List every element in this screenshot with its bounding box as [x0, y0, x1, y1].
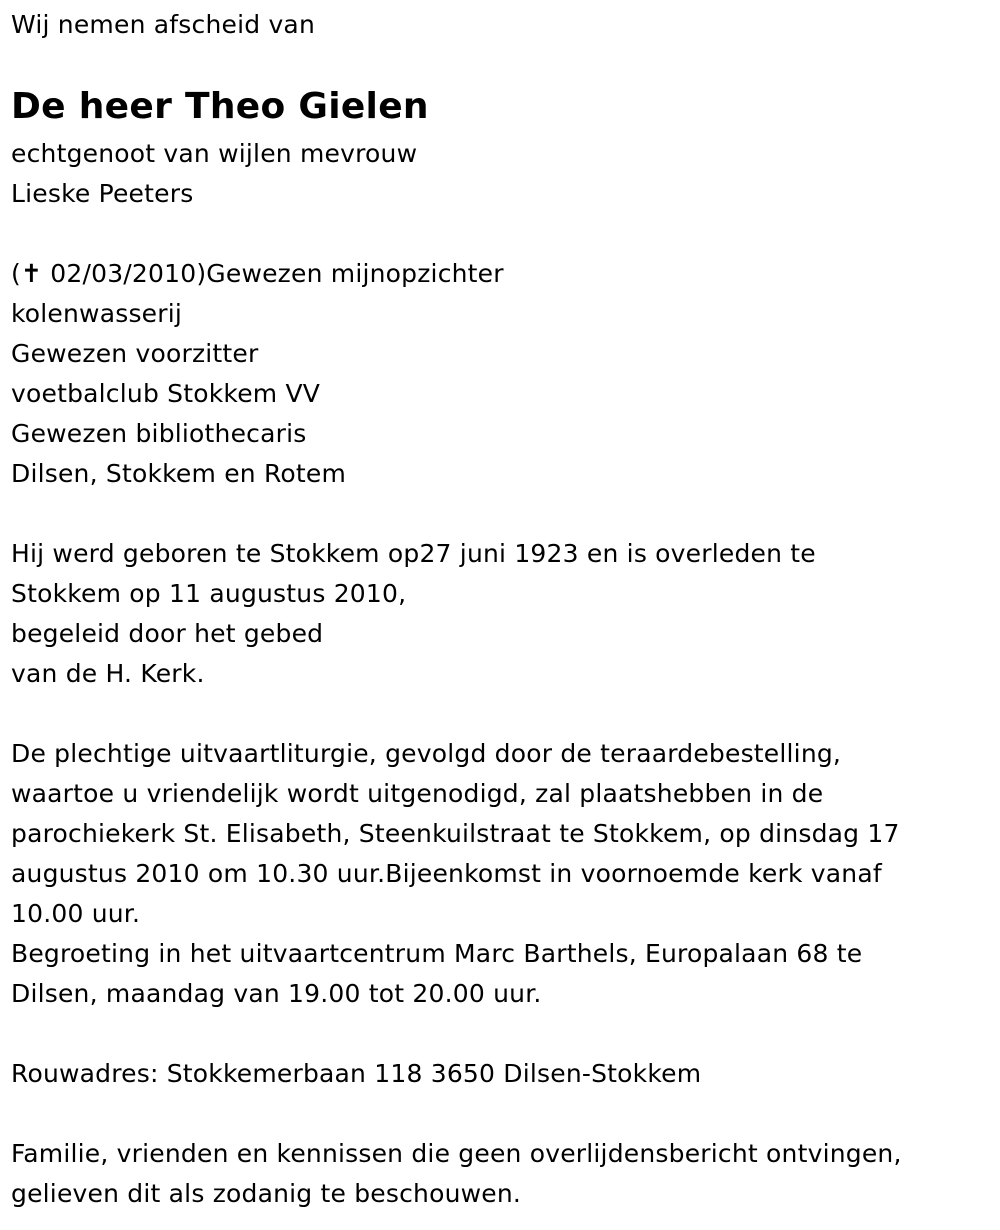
- address-block: [11, 1054, 701, 1094]
- birth-death-line: Hij werd geboren te Stokkem op27 juni 1923 en is overleden te: [11, 539, 816, 568]
- funeral-line: waartoe u vriendelijk wordt uitgenodigd, zal plaatshebben in de: [11, 779, 824, 808]
- spouse-block: [11, 134, 417, 214]
- family-line: Familie, vrienden en kennissen die geen overlijdensbericht ontvingen,: [11, 1139, 902, 1168]
- funeral-line: De plechtige uitvaartliturgie, gevolgd door de teraardebestelling,: [11, 739, 842, 768]
- titles-block: [11, 254, 504, 494]
- mourning-address: Rouwadres: Stokkemerbaan 118 3650 Dilsen-Stokkem: [11, 1059, 702, 1088]
- funeral-line: 10.00 uur.: [11, 899, 141, 928]
- funeral-line: Dilsen, maandag van 19.00 tot 20.00 uur.: [11, 979, 542, 1008]
- spouse-line: Lieske Peeters: [11, 179, 194, 208]
- title-line: Gewezen bibliothecaris: [11, 419, 307, 448]
- spouse-line: echtgenoot van wijlen mevrouw: [11, 139, 418, 168]
- title-line: Dilsen, Stokkem en Rotem: [11, 459, 347, 488]
- deceased-name: De heer Theo Gielen: [11, 86, 429, 127]
- birth-death-line: van de H. Kerk.: [11, 659, 205, 688]
- funeral-line: parochiekerk St. Elisabeth, Steenkuilstraat te Stokkem, op dinsdag 17: [11, 819, 900, 848]
- family-line: gelieven dit als zodanig te beschouwen.: [11, 1179, 522, 1208]
- funeral-line: augustus 2010 om 10.30 uur.Bijeenkomst in voornoemde kerk vanaf: [11, 859, 882, 888]
- birth-death-line: Stokkem op 11 augustus 2010,: [11, 579, 407, 608]
- birth-death-block: [11, 534, 816, 694]
- title-line: (✝ 02/03/2010)Gewezen mijnopzichter: [11, 259, 504, 288]
- intro-line: Wij nemen afscheid van: [11, 10, 315, 39]
- funeral-line: Begroeting in het uitvaartcentrum Marc Barthels, Europalaan 68 te: [11, 939, 863, 968]
- funeral-block: [11, 734, 900, 1014]
- birth-death-line: begeleid door het gebed: [11, 619, 324, 648]
- family-block: [11, 1134, 902, 1214]
- title-line: Gewezen voorzitter: [11, 339, 259, 368]
- title-line: voetbalclub Stokkem VV: [11, 379, 321, 408]
- title-line: kolenwasserij: [11, 299, 183, 328]
